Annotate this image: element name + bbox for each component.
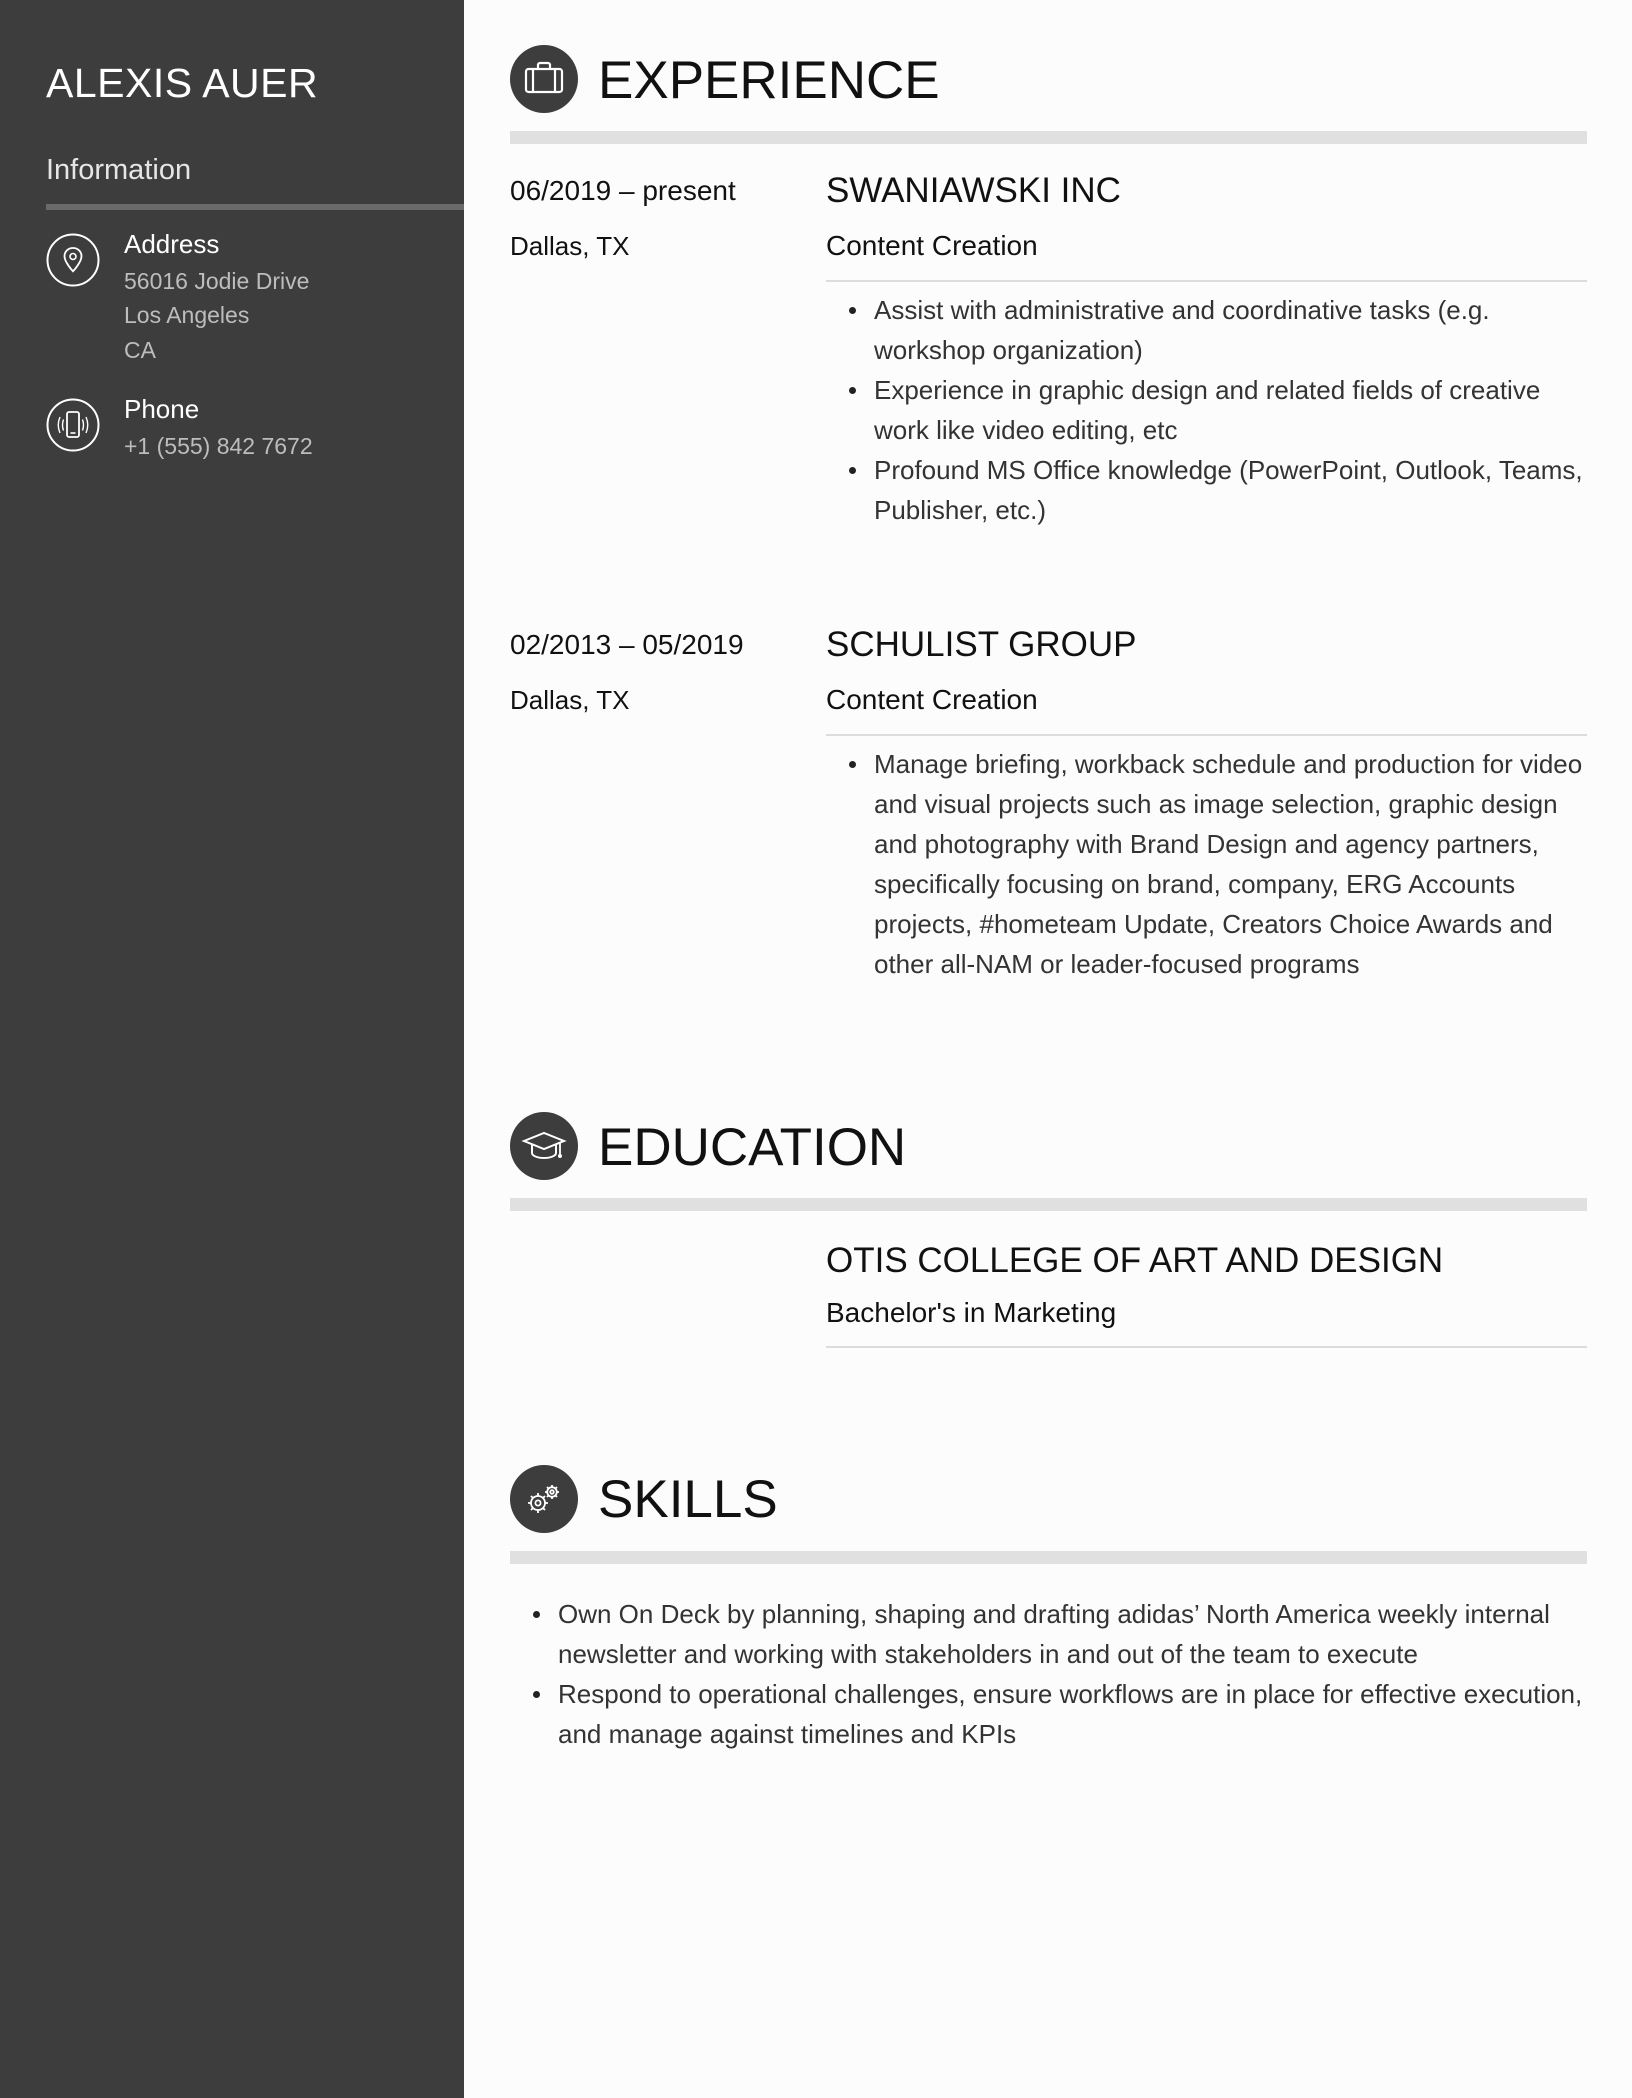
job-1-divider	[826, 280, 1587, 282]
skills-divider	[510, 1551, 1587, 1564]
sidebar	[0, 0, 464, 2098]
address-label: Address	[124, 229, 220, 259]
job-2-location: Dallas, TX	[510, 685, 630, 715]
briefcase-icon	[510, 45, 578, 113]
job-1-role: Content Creation	[826, 230, 1038, 261]
skills-heading: SKILLS	[598, 1470, 778, 1529]
job-2-divider	[826, 734, 1587, 736]
address-line-city: Los Angeles	[124, 302, 250, 328]
information-heading: Information	[46, 154, 192, 186]
list-item: Respond to operational challenges, ensure workflows are in place for effective execution, and manage against timelines and KPIs	[510, 1674, 1587, 1754]
experience-divider	[510, 131, 1587, 144]
gears-icon	[510, 1465, 578, 1533]
location-pin-icon	[46, 233, 100, 287]
education-heading: EDUCATION	[598, 1118, 907, 1177]
education-divider	[510, 1198, 1587, 1211]
phone-icon	[46, 398, 100, 452]
phone-label: Phone	[124, 394, 200, 424]
education-sub-divider	[826, 1346, 1587, 1348]
job-1-company: SWANIAWSKI INC	[826, 171, 1121, 210]
school-name: OTIS COLLEGE OF ART AND DESIGN	[826, 1241, 1444, 1280]
job-2-dates: 02/2013 – 05/2019	[510, 629, 744, 660]
address-line-street: 56016 Jodie Drive	[124, 268, 310, 294]
skills-bullets	[510, 1594, 1587, 1754]
degree: Bachelor's in Marketing	[826, 1297, 1117, 1328]
list-item: Own On Deck by planning, shaping and drafting adidas’ North America weekly internal newsletter and working with stakeholders in and out of the team to execute	[510, 1594, 1587, 1674]
graduation-cap-icon	[510, 1112, 578, 1180]
job-1-dates: 06/2019 – present	[510, 175, 736, 206]
job-2-role: Content Creation	[826, 684, 1038, 715]
information-divider	[46, 204, 464, 210]
address-line-state: CA	[124, 337, 156, 363]
job-2-company: SCHULIST GROUP	[826, 625, 1137, 664]
list-item: Assist with administrative and coordinative tasks (e.g. workshop organization)	[826, 290, 1587, 370]
list-item: Manage briefing, workback schedule and production for video and visual projects such as image selection, graphic design and photography with Brand Design and agency partners, specifically focusing on brand, company, ERG Accounts projects, #hometeam Update, Creators Choice Awards and other all-NAM or leader-focused programs	[826, 744, 1587, 984]
job-1-bullets	[826, 290, 1587, 530]
person-name: ALEXIS AUER	[46, 60, 319, 106]
experience-heading: EXPERIENCE	[598, 51, 940, 110]
job-1-location: Dallas, TX	[510, 231, 630, 261]
list-item: Profound MS Office knowledge (PowerPoint, Outlook, Teams, Publisher, etc.)	[826, 450, 1587, 530]
phone-value: +1 (555) 842 7672	[124, 433, 313, 459]
job-2-bullets	[826, 744, 1587, 984]
list-item: Experience in graphic design and related fields of creative work like video editing, etc	[826, 370, 1587, 450]
